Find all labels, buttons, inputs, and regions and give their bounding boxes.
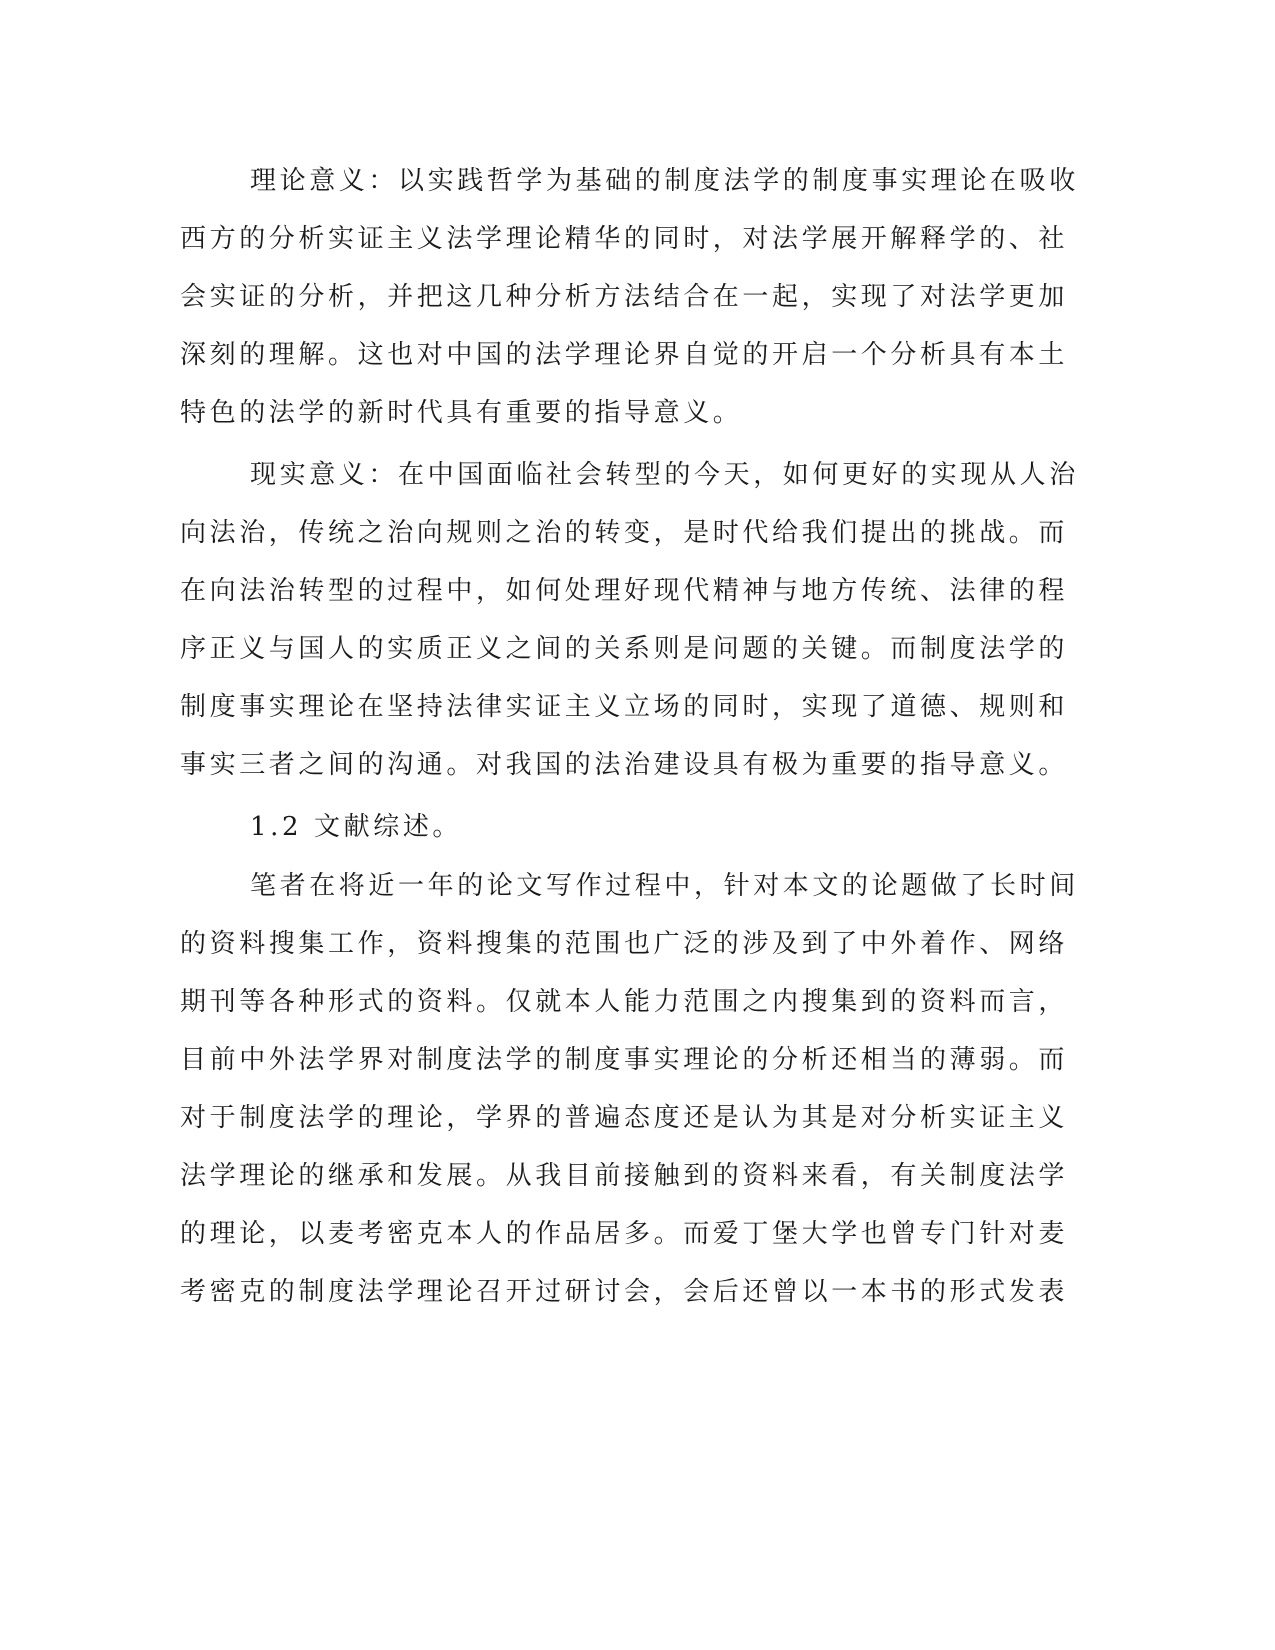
paragraph-line: 事实三者之间的沟通。对我国的法治建设具有极为重要的指导意义。 bbox=[180, 750, 1069, 780]
paragraph-line: 序正义与国人的实质正义之间的关系则是问题的关键。而制度法学的 bbox=[180, 634, 1069, 664]
paragraph-line: 向法治，传统之治向规则之治的转变，是时代给我们提出的挑战。而 bbox=[180, 518, 1069, 548]
paragraph-line: 目前中外法学界对制度法学的制度事实理论的分析还相当的薄弱。而 bbox=[180, 1045, 1069, 1075]
paragraph-line: 理论意义：以实践哲学为基础的制度法学的制度事实理论在吸收 bbox=[250, 166, 1079, 196]
paragraph-line: 深刻的理解。这也对中国的法学理论界自觉的开启一个分析具有本土 bbox=[180, 340, 1069, 370]
paragraph-line: 法学理论的继承和发展。从我目前接触到的资料来看，有关制度法学 bbox=[180, 1161, 1069, 1191]
paragraph-line: 笔者在将近一年的论文写作过程中，针对本文的论题做了长时间 bbox=[250, 871, 1079, 901]
paragraph-line: 在向法治转型的过程中，如何处理好现代精神与地方传统、法律的程 bbox=[180, 576, 1069, 606]
paragraph-line: 对于制度法学的理论，学界的普遍态度还是认为其是对分析实证主义 bbox=[180, 1103, 1069, 1133]
paragraph-line: 现实意义：在中国面临社会转型的今天，如何更好的实现从人治 bbox=[250, 460, 1079, 490]
paragraph-line: 的资料搜集工作，资料搜集的范围也广泛的涉及到了中外着作、网络 bbox=[180, 929, 1069, 959]
paragraph-line: 期刊等各种形式的资料。仅就本人能力范围之内搜集到的资料而言， bbox=[180, 987, 1069, 1017]
paragraph-line: 西方的分析实证主义法学理论精华的同时，对法学展开解释学的、社 bbox=[180, 224, 1069, 254]
paragraph-line: 会实证的分析，并把这几种分析方法结合在一起，实现了对法学更加 bbox=[180, 282, 1069, 312]
section-heading-text: 1.2 文献综述。 bbox=[250, 812, 463, 842]
paragraph-line: 制度事实理论在坚持法律实证主义立场的同时，实现了道德、规则和 bbox=[180, 692, 1069, 722]
paragraph-line: 考密克的制度法学理论召开过研讨会，会后还曾以一本书的形式发表 bbox=[180, 1277, 1069, 1307]
paragraph-line: 特色的法学的新时代具有重要的指导意义。 bbox=[180, 398, 743, 428]
paragraph-line: 的理论，以麦考密克本人的作品居多。而爱丁堡大学也曾专门针对麦 bbox=[180, 1219, 1069, 1249]
